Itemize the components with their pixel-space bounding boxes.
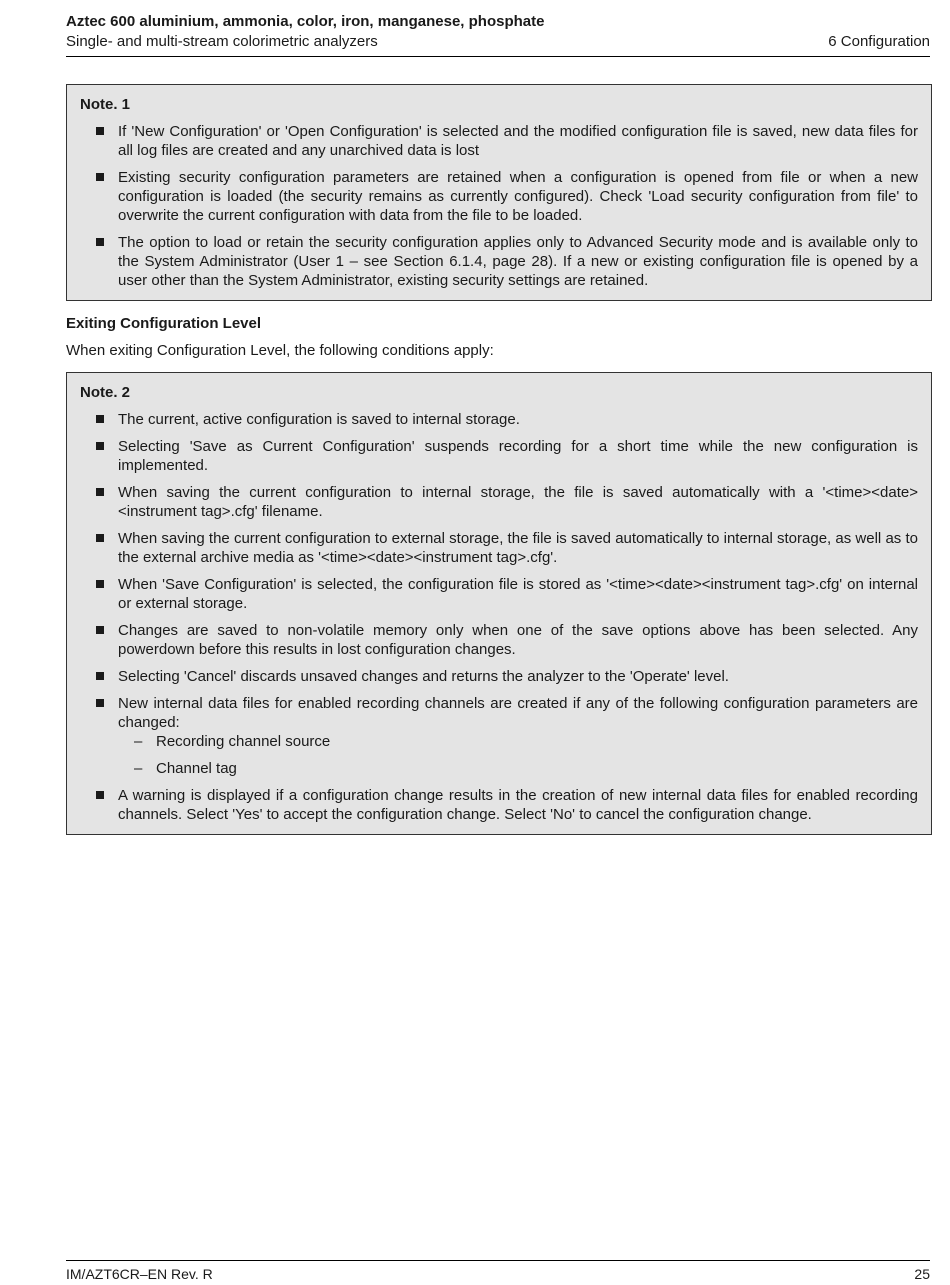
square-bullet-icon: [96, 580, 104, 588]
note-1-box: [66, 84, 932, 301]
square-bullet-icon: [96, 442, 104, 450]
square-bullet-icon: [96, 238, 104, 246]
document-title: Aztec 600 aluminium, ammonia, color, iron, manganese, phosphate: [66, 13, 545, 30]
list-item: When saving the current configuration to internal storage, the file is saved automatically with a '<time><date><instrument tag>.cfg' filename.: [80, 483, 918, 521]
list-item: The option to load or retain the security configuration applies only to Advanced Security mode and is available only to the System Administrator (User 1 – see Section 6.1.4, page 28). If a new or existing configuration file is opened by a user other than the System Administrator, existing security settings are retained.: [80, 233, 918, 290]
list-item: If 'New Configuration' or 'Open Configuration' is selected and the modified configuration file is saved, new data files for all log files are created and any unarchived data is lost: [80, 122, 918, 160]
list-item: Selecting 'Save as Current Configuration' suspends recording for a short time while the new configuration is implemented.: [80, 437, 918, 475]
list-item: When saving the current configuration to external storage, the file is saved automatically to internal storage, as well as to the external archive media as '<time><date><instrument tag>.cfg'.: [80, 529, 918, 567]
list-item: Changes are saved to non-volatile memory only when one of the save options above has been selected. Any powerdown before this results in lost configuration changes.: [80, 621, 918, 659]
square-bullet-icon: [96, 534, 104, 542]
square-bullet-icon: [96, 791, 104, 799]
page-number: 25: [914, 1266, 930, 1282]
list-item: New internal data files for enabled recording channels are created if any of the following configuration parameters are changed: – Recording channel source – Channel tag: [80, 694, 918, 778]
header-rule: [66, 56, 930, 57]
document-subtitle: Single- and multi-stream colorimetric analyzers: [66, 33, 378, 50]
list-item: Existing security configuration parameters are retained when a configuration is opened from file or when a new configuration is loaded (the security remains as currently configured). Check 'Load security configuration from file' to overwrite the current configuration with data from the file to be loaded.: [80, 168, 918, 225]
note-2-list: [80, 410, 918, 824]
section-label: 6 Configuration: [828, 33, 930, 50]
section-intro: When exiting Configuration Level, the following conditions apply:: [66, 342, 494, 359]
square-bullet-icon: [96, 699, 104, 707]
square-bullet-icon: [96, 127, 104, 135]
square-bullet-icon: [96, 415, 104, 423]
dash-bullet: –: [134, 733, 143, 750]
sub-list-item: – Recording channel source: [134, 733, 331, 750]
list-item: When 'Save Configuration' is selected, the configuration file is stored as '<time><date><instrument tag>.cfg' on internal or external storage.: [80, 575, 918, 613]
square-bullet-icon: [96, 626, 104, 634]
note-2-title: Note. 2: [80, 384, 131, 401]
note-2-box: [66, 372, 932, 835]
list-item: A warning is displayed if a configuration change results in the creation of new internal data files for enabled recording channels. Select 'Yes' to accept the configuration change. Select 'No' to cancel the configuration change.: [80, 786, 918, 824]
note-1-list: [80, 122, 918, 290]
list-item: The current, active configuration is saved to internal storage.: [80, 410, 918, 429]
dash-bullet: –: [134, 760, 143, 777]
footer-rule: [66, 1260, 930, 1261]
list-item: Selecting 'Cancel' discards unsaved changes and returns the analyzer to the 'Operate' level.: [80, 667, 918, 686]
document-id: IM/AZT6CR–EN Rev. R: [66, 1266, 213, 1282]
sub-list-item: – Channel tag: [134, 760, 237, 777]
sub-list: [118, 732, 918, 778]
square-bullet-icon: [96, 173, 104, 181]
square-bullet-icon: [96, 488, 104, 496]
note-1-title: Note. 1: [80, 96, 131, 113]
section-heading: Exiting Configuration Level: [66, 315, 262, 332]
square-bullet-icon: [96, 672, 104, 680]
